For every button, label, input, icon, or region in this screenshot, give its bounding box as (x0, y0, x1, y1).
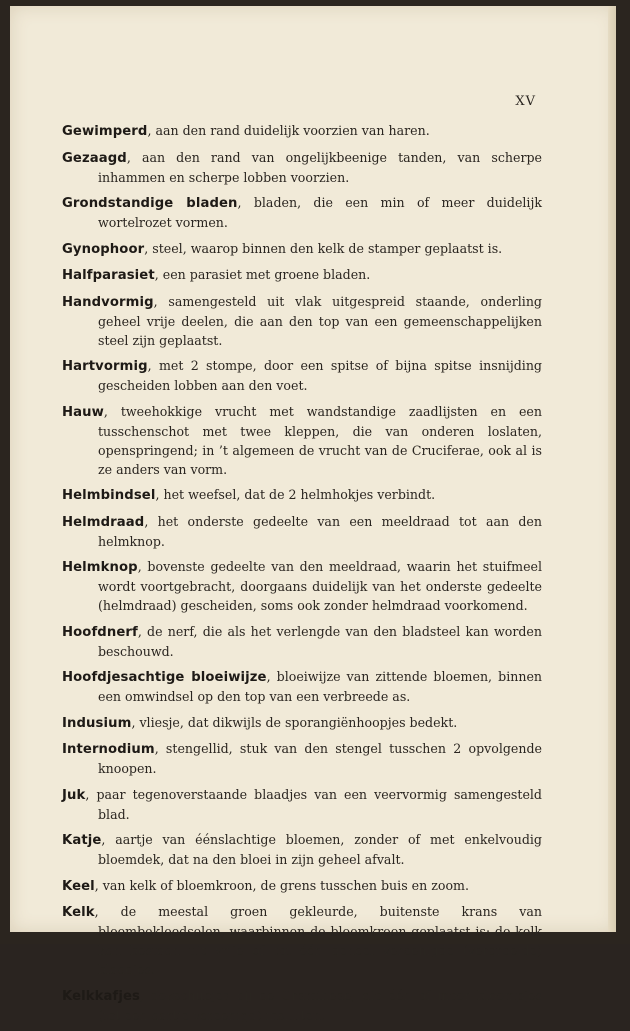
glossary-term: Gewimperd (62, 124, 148, 139)
glossary-term: Indusium (62, 715, 132, 731)
glossary-list (62, 121, 542, 1031)
glossary-definition: , stengellid, stuk van den stengel tusschen 2 opvolgende knoopen. (98, 741, 542, 776)
glossary-definition: , de nerf, die als het verlengde van den bladsteel kan worden beschouwd. (98, 623, 542, 659)
glossary-term: Keel (62, 878, 95, 894)
glossary-definition: , van kelk of bloemkroon, de grens tusschen buis en zoom. (94, 877, 469, 893)
glossary-entry (62, 622, 542, 661)
glossary-definition: , aan den rand duidelijk voorzien van haren. (147, 123, 430, 138)
glossary-term: Katje (62, 833, 102, 848)
glossary-definition: , met 2 stompe, door een spitse of bijna spitse insnijding gescheiden lobben aan den voet. (98, 358, 542, 393)
glossary-term: Hartvormig (62, 359, 148, 374)
glossary-entry (62, 148, 542, 187)
glossary-entry (62, 876, 542, 896)
glossary-entry (62, 121, 542, 141)
glossary-entry (62, 986, 542, 1025)
glossary-entry (62, 830, 542, 869)
glossary-definition: , aartje van éénslachtige bloemen, zonder of met enkelvoudig bloemdek, dat na den bloei in zijn geheel afvalt. (98, 832, 542, 867)
glossary-term: Internodium (62, 742, 155, 757)
glossary-entry (62, 402, 542, 479)
glossary-term: Hauw (62, 404, 104, 420)
glossary-definition: , het onderste gedeelte van een meeldraad tot aan den helmknop. (98, 513, 542, 549)
glossary-entry (62, 512, 542, 551)
glossary-definition: , dekschubjes bij de Gramineae, die één of meer bloempjes (tot een aartje vereenigd) insluiten. (98, 987, 542, 1023)
glossary-definition: , tweehokkige vrucht met wandstandige zaadlijsten en een tusschenschot met twee kleppen, die van onderen loslaten, openspringend; in ’t algemeen de vrucht van de Cruciferae, ook al is ze anders van vorm. (98, 403, 542, 477)
glossary-term: Halfparasiet (62, 268, 155, 283)
glossary-term: Hoofdnerf (62, 624, 138, 640)
glossary-entry (62, 902, 542, 979)
glossary-definition: , bloeiwijze van zittende bloemen, binnen een omwindsel op den top van een verbreede as. (98, 669, 543, 704)
glossary-definition: , paar tegenoverstaande blaadjes van een veervormig samengesteld blad. (85, 786, 542, 822)
glossary-term: Helmdraad (62, 514, 145, 530)
glossary-term: Gezaagd (62, 150, 127, 166)
glossary-entry (62, 785, 542, 824)
glossary-term: Helmbindsel (62, 488, 156, 503)
glossary-definition: , de meestal groen gekleurde, buitenste krans van bloembekleedselen, waarbinnen de bloemkroon geplaatst is; de kelk kan bestaan uit vrije of tot één geheel vereenigde (vergroeide) blaadjes. (94, 904, 542, 977)
glossary-definition: , vliesje, dat dikwijls de sporangiënhoopjes bedekt. (131, 714, 458, 730)
glossary-term: Grondstandige bladen (62, 196, 238, 211)
glossary-definition: , het weefsel, dat de 2 helmhokjes verbindt. (155, 487, 436, 502)
glossary-term: Juk (62, 787, 86, 803)
glossary-entry (62, 485, 542, 505)
glossary-definition: , een parasiet met groene bladen. (154, 267, 371, 282)
glossary-definition: , samengesteld uit vlak uitgespreid staande, onderling geheel vrije deelen, die aan den top van een gemeenschappelijken steel zijn geplaatst. (98, 293, 542, 348)
glossary-term: Handvormig (62, 294, 154, 310)
glossary-entry (62, 193, 542, 232)
page-edge (608, 6, 616, 932)
glossary-entry (62, 739, 542, 778)
glossary-entry (62, 713, 542, 733)
page-number: XV (515, 94, 536, 109)
glossary-term: Helmknop (62, 560, 138, 575)
glossary-entry (62, 356, 542, 395)
glossary-term: Kelk (62, 905, 95, 920)
glossary-entry (62, 265, 542, 285)
glossary-definition: , bladen, die een min of meer duidelijk wortelrozet vormen. (98, 195, 542, 230)
glossary-entry (62, 292, 542, 350)
glossary-entry (62, 667, 542, 706)
glossary-entry (62, 239, 542, 259)
glossary-definition: , steel, waarop binnen den kelk de stamper geplaatst is. (144, 240, 503, 256)
glossary-definition: , aan den rand van ongelijkbeenige tanden, van scherpe inhammen en scherpe lobben voorzien. (98, 149, 542, 185)
glossary-definition: , bovenste gedeelte van den meeldraad, waarin het stuifmeel wordt voortgebracht, doorgaans duidelijk van het onderste gedeelte (helmdraad) gescheiden, soms ook zonder helmdraad voorkomend. (98, 559, 542, 613)
glossary-term: Gynophoor (62, 241, 145, 257)
glossary-term: Kelkkafjes (62, 988, 140, 1004)
glossary-term: Hoofdjesachtige bloeiwijze (62, 670, 267, 685)
book-page (10, 6, 616, 1023)
glossary-entry (62, 557, 542, 615)
